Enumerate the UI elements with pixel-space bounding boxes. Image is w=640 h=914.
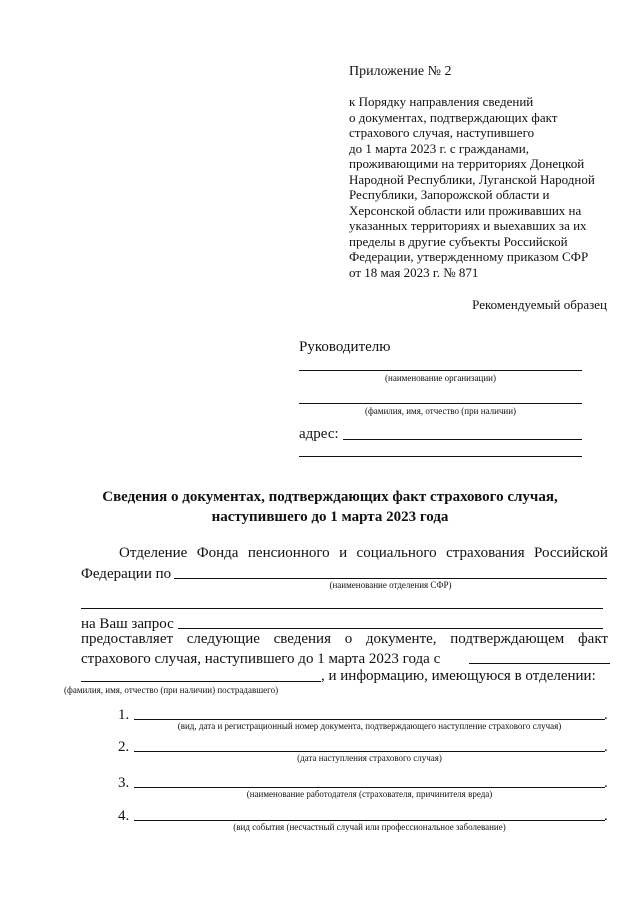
item-4-caption: (вид события (несчастный случай или профессиональное заболевание) — [233, 822, 506, 832]
document-title — [60, 487, 600, 527]
word: факт — [577, 631, 608, 647]
word: следующие — [186, 631, 260, 647]
appendix-line: указанных территориях и выехавших за их — [349, 218, 587, 233]
appendix-line: к Порядку направления сведений — [349, 94, 534, 109]
word: социального — [356, 545, 437, 561]
appendix-line: Федерации, утвержденному приказом СФР — [349, 249, 589, 264]
appendix-title: Приложение № 2 — [349, 64, 452, 79]
word: и — [339, 545, 348, 561]
item-3-line[interactable] — [134, 787, 605, 788]
item-end-dot: . — [604, 707, 608, 723]
appendix-line: Республики, Запорожской области и — [349, 187, 550, 202]
item-2-caption: (дата наступления страхового случая) — [297, 753, 442, 763]
sfr-branch-caption: (наименование отделения СФР) — [329, 580, 452, 590]
item-end-dot: . — [604, 739, 608, 755]
item-end-dot: . — [604, 808, 608, 824]
date-from-line[interactable] — [469, 663, 610, 664]
item-end-dot: . — [604, 775, 608, 791]
item-number: 4. — [118, 808, 130, 824]
appendix-line: о документах, подтверждающих факт — [349, 109, 558, 125]
appendix-line: страхового случая, наступившего — [349, 125, 535, 140]
word: предоставляет — [81, 631, 174, 647]
word: пенсионного — [247, 545, 330, 561]
appendix-line: Народной Республики, Луганской Народной — [349, 171, 595, 187]
item-3-caption: (наименование работодателя (страхователя, причинителя вреда) — [246, 789, 493, 799]
organization-caption: (наименование организации) — [385, 373, 496, 383]
paragraph-sfr-line-2: Федерации по — [81, 566, 172, 582]
recommended-sample-label: Рекомендуемый образец — [472, 297, 607, 312]
sfr-branch-line-2[interactable] — [81, 608, 603, 609]
request-label: на Ваш запрос — [81, 616, 174, 632]
address-line-1[interactable] — [343, 439, 582, 440]
item-4-line[interactable] — [134, 820, 605, 821]
appendix-line: от 18 мая 2023 г. № 871 — [349, 264, 479, 280]
victim-name-caption: (фамилия, имя, отчество (при наличии) пострадавшего) — [64, 685, 279, 695]
item-number: 3. — [118, 775, 130, 791]
document-title-line: Сведения о документах, подтверждающих факт страхового случая, — [102, 489, 558, 505]
item-1-line[interactable] — [134, 719, 605, 720]
paragraph-info-line-2: страхового случая, наступившего до 1 марта 2023 года с — [81, 651, 441, 667]
word: страхования — [446, 545, 525, 561]
word: Российской — [534, 545, 608, 561]
sfr-branch-line[interactable] — [174, 578, 607, 579]
word: подтверждающем — [450, 631, 565, 647]
item-number: 2. — [118, 739, 130, 755]
item-number: 1. — [118, 707, 130, 723]
paragraph-info-line-1 — [81, 631, 608, 648]
item-1-caption: (вид, дата и регистрационный номер документа, подтверждающего наступление страхового случая) — [177, 721, 562, 731]
word: Фонда — [196, 545, 239, 561]
address-label: адрес: — [299, 426, 339, 442]
addressee-heading: Руководителю — [299, 339, 391, 355]
full-name-caption: (фамилия, имя, отчество (при наличии) — [364, 406, 517, 416]
appendix-text — [349, 94, 595, 280]
paragraph-sfr-line-1 — [119, 545, 608, 562]
appendix-line: до 1 марта 2023 г. с гражданами, — [349, 140, 529, 156]
word: о — [344, 631, 353, 647]
address-line-2[interactable] — [299, 456, 582, 457]
full-name-line[interactable] — [299, 403, 582, 404]
victim-name-line[interactable] — [81, 681, 321, 682]
appendix-line: пределы в другие субъекты Российской — [349, 233, 568, 249]
document-title-line: наступившего до 1 марта 2023 года — [211, 509, 449, 525]
word: сведения — [273, 631, 331, 647]
word: документе, — [365, 631, 437, 647]
item-2-line[interactable] — [134, 751, 605, 752]
appendix-line: Херсонской области или проживавших на — [349, 202, 582, 218]
appendix-line: проживающими на территориях Донецкой — [349, 156, 585, 171]
paragraph-info-line-3: , и информацию, имеющуюся в отделении: — [321, 668, 596, 684]
organization-name-line[interactable] — [299, 370, 582, 371]
word: Отделение — [119, 545, 188, 561]
request-line[interactable] — [178, 628, 603, 629]
